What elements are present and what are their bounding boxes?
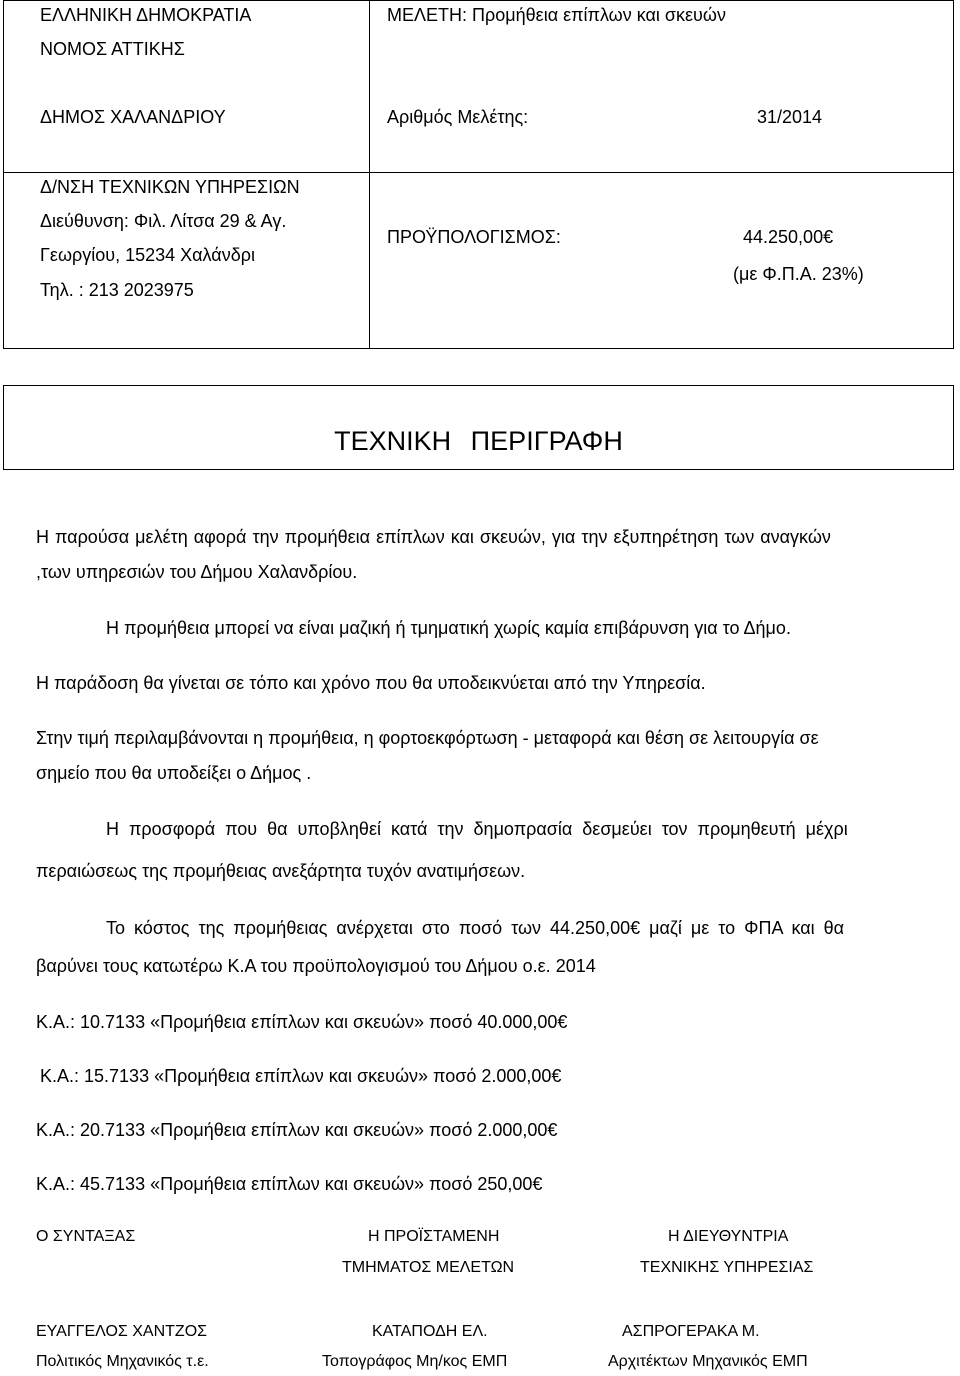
head-role: Η ΠΡΟΪΣΤΑΜΕΝΗ	[368, 1228, 500, 1245]
paragraph-1-line-2: ,των υπηρεσιών του Δήμου Χαλανδρίου.	[36, 562, 358, 582]
study-number-label: Αριθμός Μελέτης:	[387, 107, 529, 127]
budget-line: Κ.Α.: 10.7133 «Προμήθεια επίπλων και σκευών» ποσό 40.000,00€	[36, 1012, 568, 1032]
director-department: ΤΕΧΝΙΚΗΣ ΥΠΗΡΕΣΙΑΣ	[640, 1259, 814, 1276]
paragraph-2: Η προμήθεια μπορεί να είναι μαζική ή τμηματική χωρίς καμία επιβάρυνση για το Δήμο.	[106, 618, 791, 638]
euro-sign: €	[630, 918, 641, 938]
study-title: ΜΕΛΕΤΗ: Προμήθεια επίπλων και σκευών	[387, 5, 726, 25]
head-department: ΤΜΗΜΑΤΟΣ ΜΕΛΕΤΩΝ	[342, 1259, 515, 1276]
euro-sign: €	[532, 1174, 543, 1194]
address-line-1: Διεύθυνση: Φιλ. Λίτσα 29 & Αγ.	[40, 211, 287, 231]
euro-sign: €	[823, 227, 834, 247]
euro-sign: €	[557, 1012, 568, 1032]
paragraph-4-line-2: σημείο που θα υποδείξει ο Δήμος .	[36, 763, 312, 783]
budget-line: Κ.Α.: 20.7133 «Προμήθεια επίπλων και σκευών» ποσό 2.000,00€	[36, 1120, 558, 1140]
budget-value: 44.250,00€	[743, 227, 834, 247]
prefecture-label: ΝΟΜΟΣ ΑΤΤΙΚΗΣ	[40, 39, 185, 59]
paragraph-6-line-2: βαρύνει τους κατωτέρω Κ.Α του προϋπολογισμού του Δήμου ο.ε. 2014	[36, 956, 596, 976]
phone-label: Τηλ. : 213 2023975	[40, 280, 194, 300]
budget-line: Κ.Α.: 45.7133 «Προμήθεια επίπλων και σκευών» ποσό 250,00€	[36, 1174, 543, 1194]
paragraph-1-line-1: Η παρούσα μελέτη αφορά την προμήθεια επίπλων και σκευών, για την εξυπηρέτηση των αναγκών	[36, 527, 831, 547]
euro-sign: €	[547, 1120, 558, 1140]
paragraph-5-line-2: περαιώσεως της προμήθειας ανεξάρτητα τυχόν ανατιμήσεων.	[36, 861, 526, 881]
document-title: ΤΕΧΝΙΚΗ ΠΕΡΙΓΡΑΦΗ	[334, 426, 623, 456]
municipality-label: ΔΗΜΟΣ ΧΑΛΑΝΔΡΙΟΥ	[40, 107, 226, 127]
header-divider-vertical	[369, 0, 370, 349]
paragraph-5-line-1: Η προσφορά που θα υποβληθεί κατά την δημοπρασία δεσμεύει τον προμηθευτή μέχρι	[106, 819, 848, 839]
author-role: Ο ΣΥΝΤΑΞΑΣ	[36, 1228, 136, 1245]
head-title: Τοπογράφος Μη/κος ΕΜΠ	[322, 1353, 508, 1370]
budget-label: ΠΡΟΫΠΟΛΟΓΙΣΜΟΣ:	[387, 227, 561, 247]
director-title: Αρχιτέκτων Μηχανικός ΕΜΠ	[608, 1353, 808, 1370]
header-divider-horizontal	[3, 172, 954, 173]
euro-sign: €	[551, 1066, 562, 1086]
department-label: Δ/ΝΣΗ ΤΕΧΝΙΚΩΝ ΥΠΗΡΕΣΙΩΝ	[40, 177, 300, 197]
director-role: Η ΔΙΕΥΘΥΝΤΡΙΑ	[668, 1228, 789, 1245]
paragraph-4-line-1: Στην τιμή περιλαμβάνονται η προμήθεια, η φορτοεκφόρτωση - μεταφορά και θέση σε λειτουργία σε	[36, 728, 819, 748]
author-title: Πολιτικός Μηχανικός τ.ε.	[36, 1353, 209, 1370]
paragraph-3: Η παράδοση θα γίνεται σε τόπο και χρόνο που θα υποδεικνύεται από την Υπηρεσία.	[36, 673, 706, 693]
director-name: ΑΣΠΡΟΓΕΡΑΚΑ Μ.	[622, 1323, 760, 1340]
budget-vat-note: (με Φ.Π.Α. 23%)	[733, 264, 864, 284]
budget-line: Κ.Α.: 15.7133 «Προμήθεια επίπλων και σκευών» ποσό 2.000,00€	[40, 1066, 562, 1086]
paragraph-6-line-1: Το κόστος της προμήθειας ανέρχεται στο ποσό των 44.250,00€ μαζί με το ΦΠΑ και θα	[106, 918, 845, 938]
head-name: ΚΑΤΑΠΟΔΗ ΕΛ.	[372, 1323, 488, 1340]
country-label: ΕΛΛΗΝΙΚΗ ΔΗΜΟΚΡΑΤΙΑ	[40, 5, 252, 25]
address-line-2: Γεωργίου, 15234 Χαλάνδρι	[40, 245, 255, 265]
author-name: ΕΥΑΓΓΕΛΟΣ ΧΑΝΤΖΟΣ	[36, 1323, 208, 1340]
study-number-value: 31/2014	[757, 107, 823, 127]
title-box	[3, 385, 954, 470]
